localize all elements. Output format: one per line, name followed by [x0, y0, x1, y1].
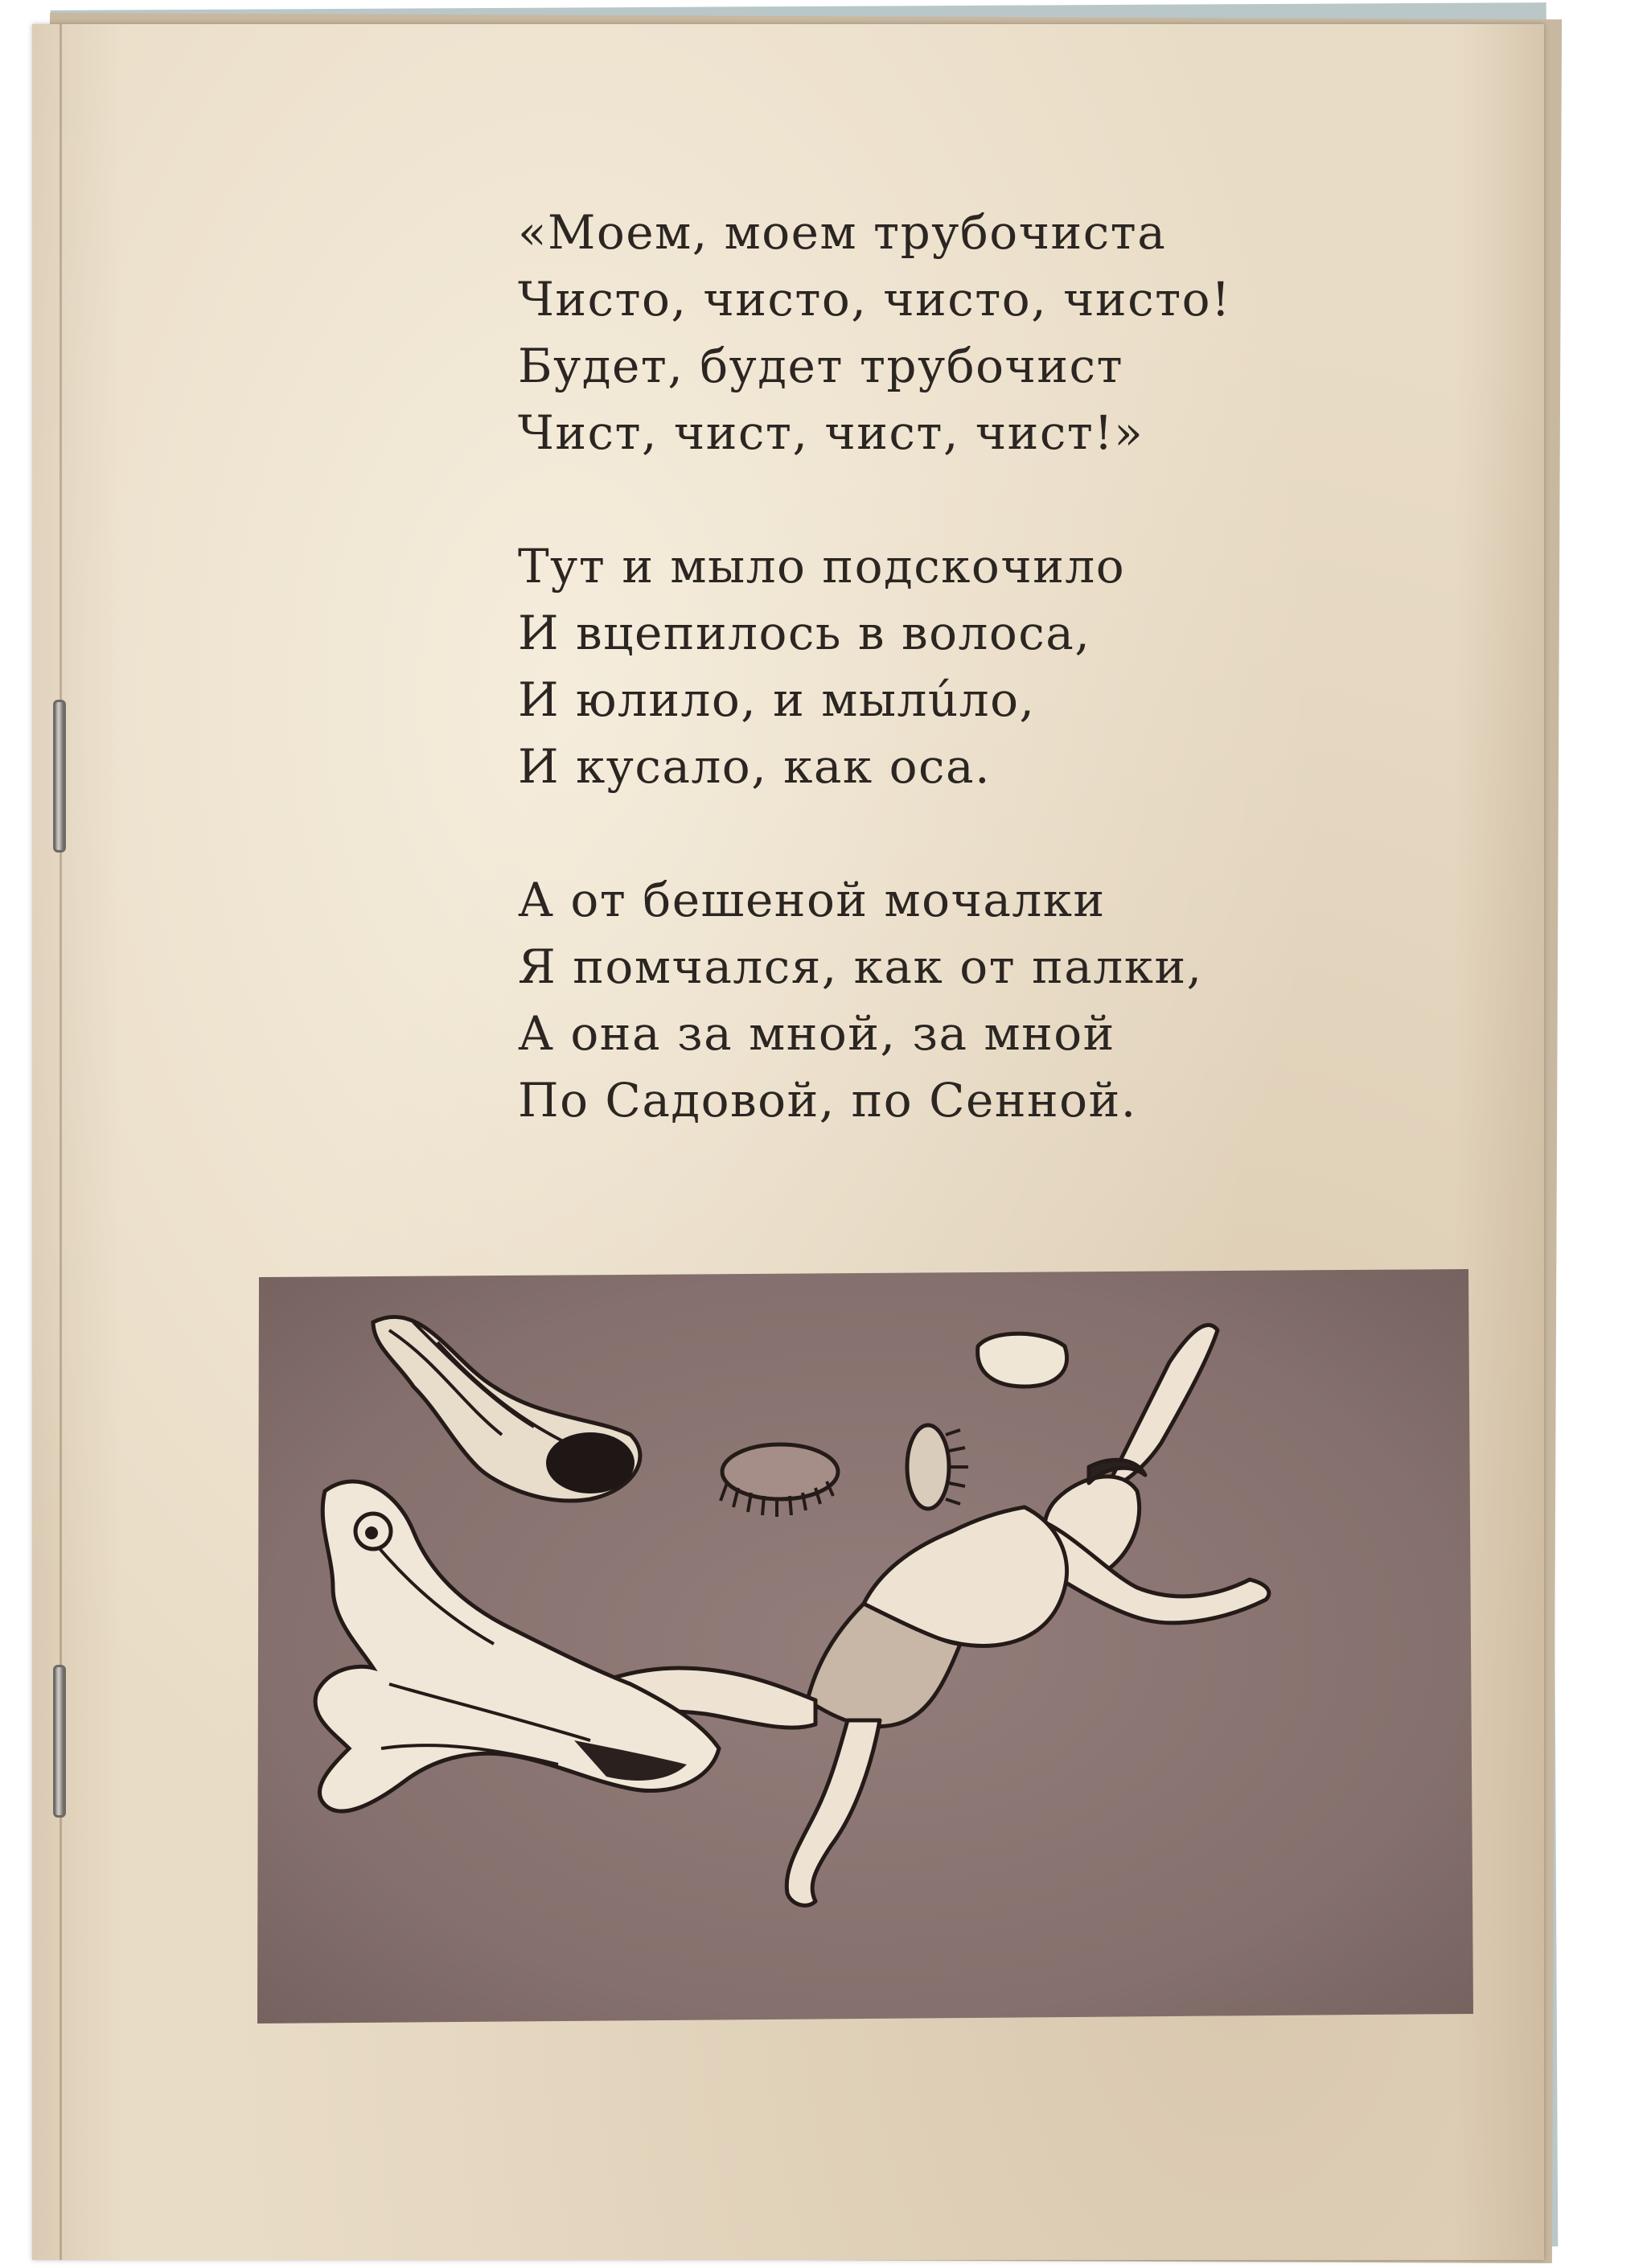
flying-soap-icon [978, 1333, 1067, 1387]
poem-line: Чисто, чисто, чисто, чисто! [518, 272, 1231, 327]
poem-line: Я помчался, как от палки, [518, 939, 1203, 994]
lower-staple [53, 1665, 66, 1818]
stanza-1 [518, 199, 1322, 466]
stanza-2 [518, 533, 1322, 800]
upper-staple [53, 700, 66, 853]
poem-line: По Садовой, по Сенной. [518, 1073, 1137, 1128]
poem-line: И вцепилось в волоса, [518, 606, 1091, 660]
poem-line: Будет, будет трубочист [518, 339, 1124, 393]
illustration-svg [253, 1266, 1475, 2027]
poem-line: Чист, чист, чист, чист!» [518, 405, 1144, 460]
poem-line: Тут и мыло подскочило [518, 539, 1126, 594]
poem-line: А она за мной, за мной [518, 1006, 1115, 1061]
poem-line: И юлило, и мылúло, [518, 672, 1036, 727]
poem-line: А от бешеной мочалки [518, 873, 1106, 927]
poem-text [518, 199, 1322, 1201]
stanza-3 [518, 867, 1322, 1134]
poem-line: И кусало, как оса. [518, 739, 992, 794]
binding-fold [60, 24, 62, 2260]
poem-line: «Моем, моем трубочиста [518, 205, 1167, 260]
illustration-boy-fleeing-washcloth [253, 1266, 1475, 2027]
